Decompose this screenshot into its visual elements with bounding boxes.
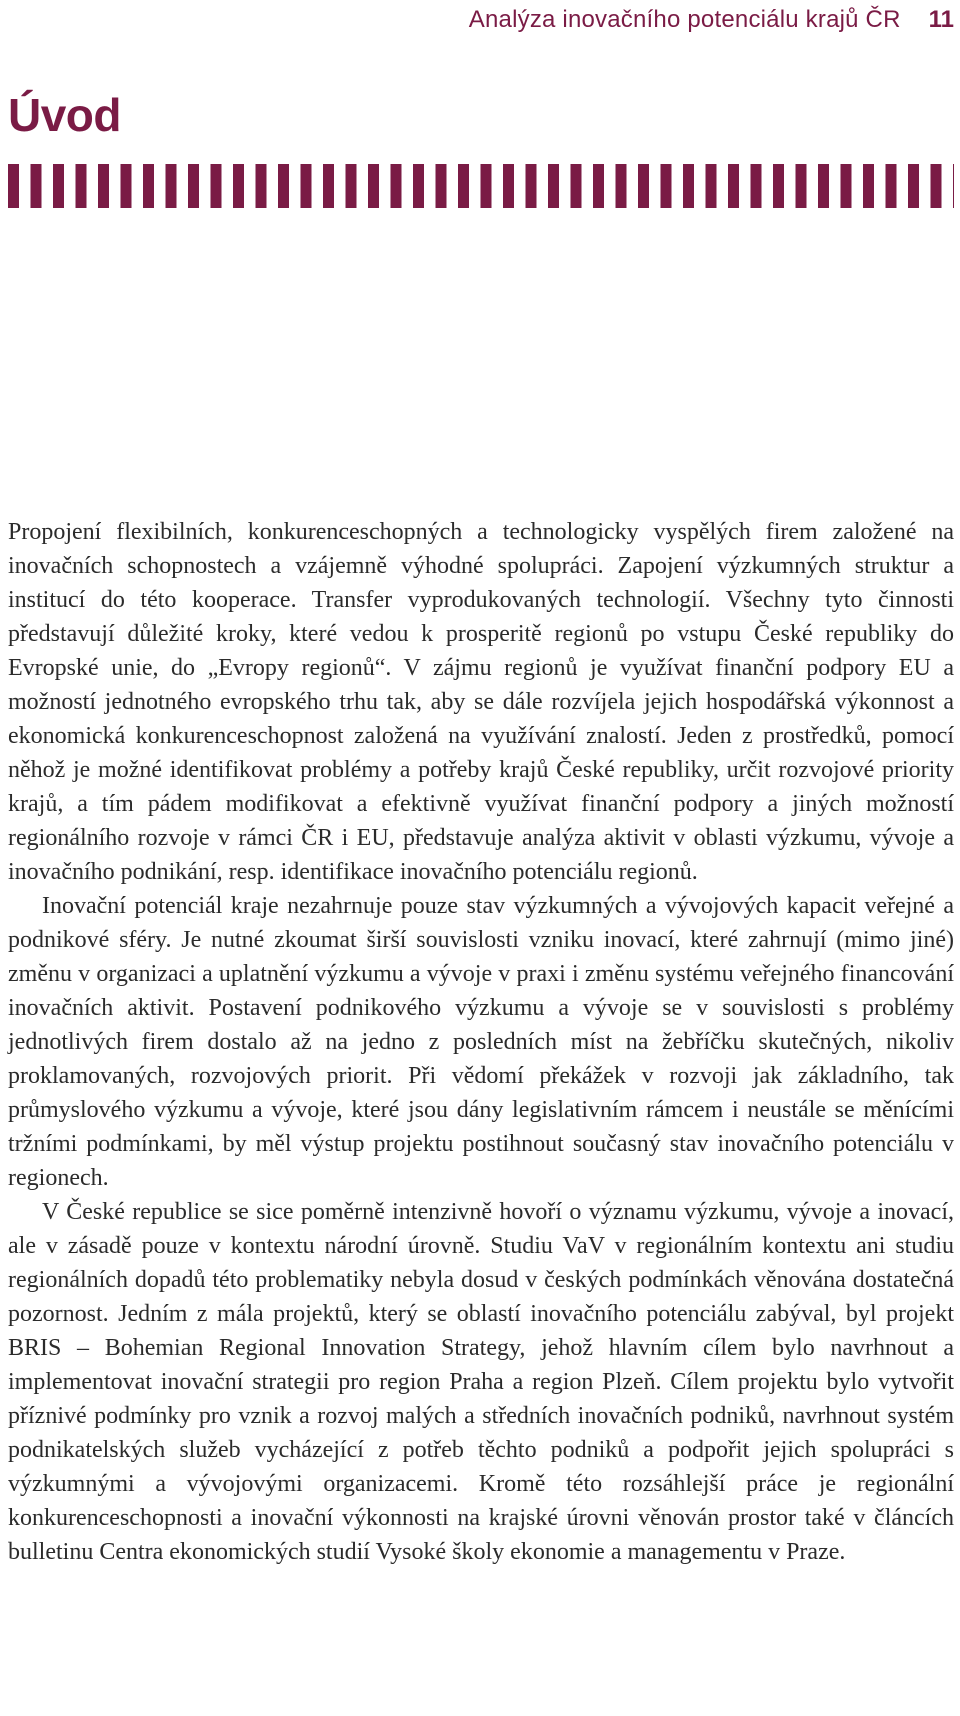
running-header (469, 6, 954, 34)
body-text (8, 515, 954, 1569)
running-title: Analýza inovačního potenciálu krajů ČR (468, 6, 901, 33)
page-number: 11 (928, 6, 954, 33)
paragraph-3: V České republice se sice poměrně intenzivně hovoří o významu výzkumu, vývoje a inovací, ale v zásadě pouze v kontextu národní úrovně. Studiu VaV v regionálním kontextu ani studiu regionálních dopadů této problematiky nebyla dosud v českých podmínkách věnována dostatečná pozornost. Jedním z mála projektů, který se oblastí inovačního potenciálu zabýval, byl projekt BRIS – Bohemian Regional Innovation Strategy, jehož hlavním cílem bylo navrhnout a implementovat inovační strategii pro region Praha a region Plzeň. Cílem projektu bylo vytvořit příznivé podmínky pro vznik a rozvoj malých a středních inovačních podniků, navrhnout systém podnikatelských služeb vycházející z potřeb těchto podniků a podpořit jejich spolupráci s výzkumnými a vývojovými organizacemi. Kromě této rozsáhlejší práce je regionální konkurenceschopnosti a inovační výkonnosti na krajské úrovni věnován prostor také v článcích bulletinu Centra ekonomických studií Vysoké školy ekonomie a managementu v Praze. (8, 1199, 954, 1565)
paragraph-1: Propojení flexibilních, konkurenceschopných a technologicky vyspělých firem založené na inovačních schopnostech a vzájemně výhodné spolupráci. Zapojení výzkumných struktur a institucí do této kooperace. Transfer vyprodukovaných technologií. Všechny tyto činnosti představují důležité kroky, které vedou k prosperitě regionů po vstupu České republiky do Evropské unie, do „Evropy regionů“. V zájmu regionů je využívat finanční podpory EU a možností jednotného evropského trhu tak, aby se dále rozvíjela jejich hospodářská výkonnost a ekonomická konkurenceschopnost založená na využívání znalostí. Jeden z prostředků, pomocí něhož je možné identifikovat problémy a potřeby krajů České republiky, určit rozvojové priority krajů, a tím pádem modifikovat a efektivně využívat finanční podpory a jiných možností regionálního rozvoje v rámci ČR i EU, představuje analýza aktivit v oblasti výzkumu, vývoje a inovačního podnikání, resp. identifikace inovačního potenciálu regionů. (8, 519, 954, 885)
chapter-title: Úvod (8, 89, 121, 141)
decorative-bar-rule (8, 164, 954, 208)
paragraph-2: Inovační potenciál kraje nezahrnuje pouze stav výzkumných a vývojových kapacit veřejné a podnikové sféry. Je nutné zkoumat širší souvislosti vzniku inovací, které zahrnují (mimo jiné) změnu v organizaci a uplatnění výzkumu a vývoje v praxi i změnu systému veřejného financování inovačních aktivit. Postavení podnikového výzkumu a vývoje se v souvislosti s problémy jednotlivých firem dostalo až na jedno z posledních míst na žebříčku skutečných, nikoliv proklamovaných, rozvojových priorit. Při vědomí překážek v rozvoji jak základního, tak průmyslového výzkumu a vývoje, které jsou dány legislativním rámcem i neustále se měnícími tržními podmínkami, by měl výstup projektu postihnout současný stav inovačního potenciálu v regionech. (8, 893, 954, 1191)
